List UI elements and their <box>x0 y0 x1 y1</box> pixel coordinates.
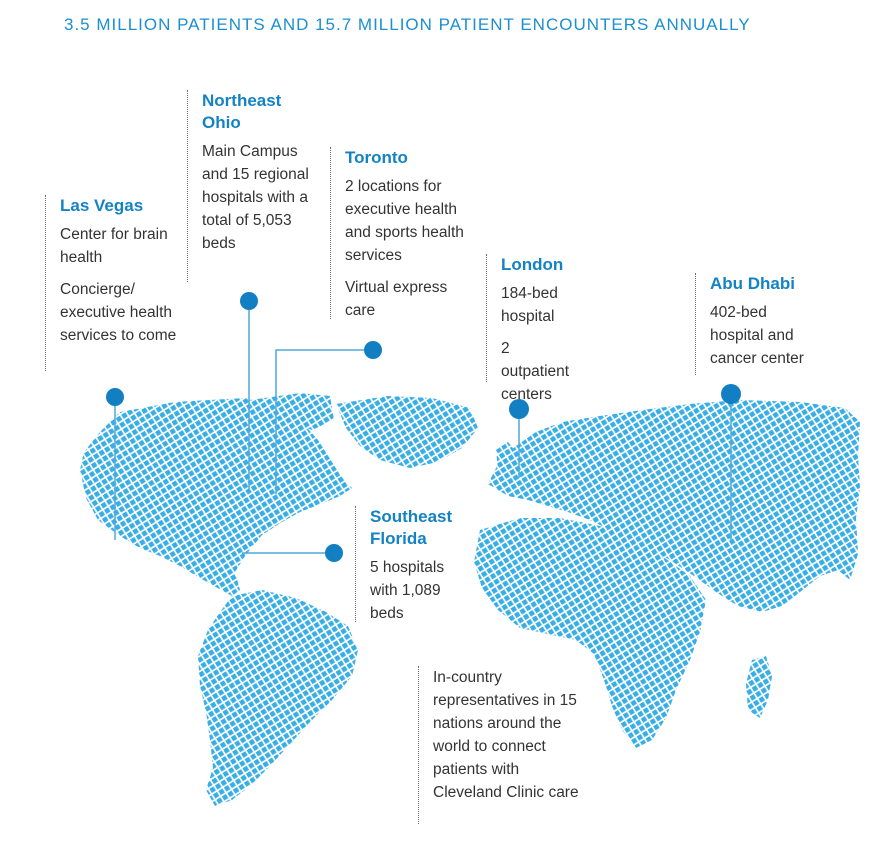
london-heading: London <box>501 255 564 274</box>
northeast-ohio-detail: Main Campus and 15 regional hospitals with a total of 5,053 beds <box>202 143 309 252</box>
madagascar-landmass <box>746 656 772 718</box>
greenland-landmass <box>336 396 478 468</box>
las-vegas-marker <box>106 388 124 406</box>
las-vegas-detail: Center for brain health <box>60 226 168 266</box>
northeast-ohio-callout <box>187 90 314 282</box>
abu-dhabi-heading: Abu Dhabi <box>710 274 795 293</box>
northeast-ohio-marker <box>240 292 258 310</box>
london-detail: 184-bed hospital <box>501 285 558 325</box>
abu-dhabi-detail: 402-bed hospital and cancer center <box>710 304 804 367</box>
northeast-ohio-name-line-1: Northeast <box>202 91 282 110</box>
london-detail: 2 outpatient centers <box>501 340 570 403</box>
abu-dhabi-callout <box>695 273 814 375</box>
southeast-florida-name-line-2: Florida <box>370 529 427 548</box>
southeast-florida-detail: 5 hospitals with 1,089 beds <box>370 559 445 622</box>
southeast-florida-heading <box>370 506 460 550</box>
southeast-florida-marker <box>325 544 343 562</box>
representatives-note <box>418 666 583 824</box>
page-title: 3.5 MILLION PATIENTS AND 15.7 MILLION PATIENT ENCOUNTERS ANNUALLY <box>64 15 751 34</box>
abu-dhabi-marker <box>721 384 741 404</box>
toronto-detail: Virtual express care <box>345 279 448 319</box>
las-vegas-callout <box>45 195 178 371</box>
las-vegas-heading: Las Vegas <box>60 196 144 215</box>
london-callout <box>486 254 581 403</box>
toronto-detail: 2 locations for executive health and sports health services <box>345 178 464 264</box>
south-america-landmass <box>198 590 358 806</box>
southeast-florida-callout <box>355 506 460 622</box>
northeast-ohio-heading <box>202 90 314 134</box>
toronto-heading: Toronto <box>345 148 408 167</box>
toronto-marker <box>364 341 382 359</box>
southeast-florida-name-line-1: Southeast <box>370 507 453 526</box>
las-vegas-detail: Concierge/ executive health services to come <box>60 281 177 344</box>
toronto-callout <box>330 147 477 319</box>
representatives-note-text: In-country representatives in 15 nations around the world to connect patients with Cleveland Clinic care <box>433 669 579 801</box>
northeast-ohio-name-line-2: Ohio <box>202 113 241 132</box>
